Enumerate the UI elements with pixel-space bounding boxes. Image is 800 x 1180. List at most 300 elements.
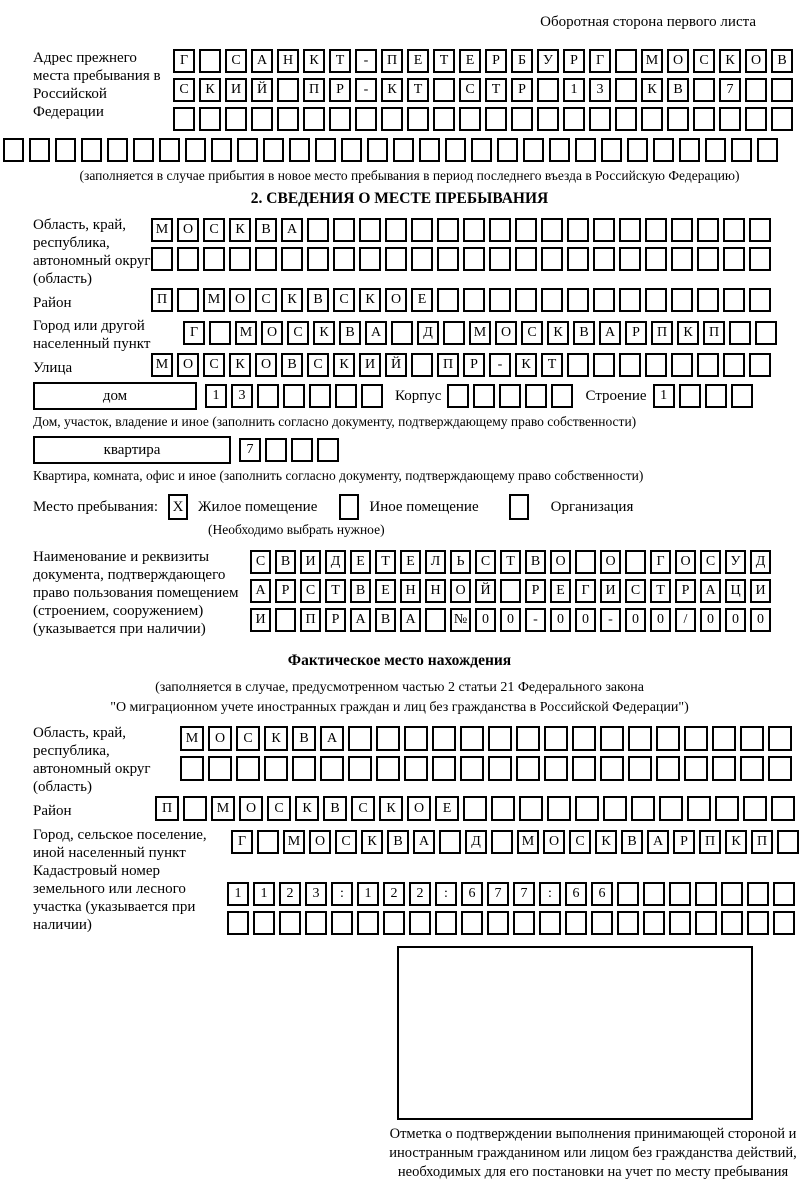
form-cell[interactable] bbox=[628, 726, 652, 751]
form-cell[interactable] bbox=[601, 138, 622, 162]
form-cell[interactable]: К bbox=[229, 353, 251, 377]
form-cell[interactable] bbox=[307, 247, 329, 271]
form-cell[interactable]: Е bbox=[407, 49, 429, 73]
form-cell[interactable]: Ь bbox=[450, 550, 471, 574]
form-cell[interactable] bbox=[771, 796, 795, 821]
form-cell[interactable] bbox=[617, 911, 639, 935]
form-cell[interactable]: К bbox=[725, 830, 747, 854]
form-cell[interactable]: 3 bbox=[589, 78, 611, 102]
form-cell[interactable]: Т bbox=[433, 49, 455, 73]
form-cell[interactable]: Н bbox=[400, 579, 421, 603]
form-cell[interactable]: 1 bbox=[253, 882, 275, 906]
form-cell[interactable] bbox=[425, 608, 446, 632]
form-cell[interactable]: : bbox=[331, 882, 353, 906]
form-cell[interactable] bbox=[593, 353, 615, 377]
form-cell[interactable] bbox=[593, 218, 615, 242]
form-cell[interactable] bbox=[460, 726, 484, 751]
form-cell[interactable]: О bbox=[385, 288, 407, 312]
form-cell[interactable] bbox=[281, 247, 303, 271]
form-cell[interactable] bbox=[432, 726, 456, 751]
form-cell[interactable]: Р bbox=[485, 49, 507, 73]
form-cell[interactable]: Д bbox=[750, 550, 771, 574]
form-cell[interactable] bbox=[263, 138, 284, 162]
form-cell[interactable]: С bbox=[287, 321, 309, 345]
form-cell[interactable]: О bbox=[675, 550, 696, 574]
form-cell[interactable]: М bbox=[151, 353, 173, 377]
form-cell[interactable] bbox=[567, 353, 589, 377]
form-cell[interactable] bbox=[348, 726, 372, 751]
form-cell[interactable]: - bbox=[600, 608, 621, 632]
form-cell[interactable]: - bbox=[489, 353, 511, 377]
form-cell[interactable] bbox=[619, 288, 641, 312]
form-cell[interactable] bbox=[667, 107, 689, 131]
form-cell[interactable] bbox=[575, 138, 596, 162]
form-cell[interactable] bbox=[229, 247, 251, 271]
form-cell[interactable]: В bbox=[387, 830, 409, 854]
form-cell[interactable] bbox=[367, 138, 388, 162]
form-cell[interactable] bbox=[376, 756, 400, 781]
form-cell[interactable]: С bbox=[250, 550, 271, 574]
form-cell[interactable] bbox=[227, 911, 249, 935]
form-cell[interactable] bbox=[777, 830, 799, 854]
form-cell[interactable] bbox=[183, 796, 207, 821]
form-cell[interactable]: О bbox=[543, 830, 565, 854]
form-cell[interactable] bbox=[404, 756, 428, 781]
form-cell[interactable]: С bbox=[203, 353, 225, 377]
form-cell[interactable]: Ц bbox=[725, 579, 746, 603]
form-cell[interactable] bbox=[292, 756, 316, 781]
form-cell[interactable]: Р bbox=[675, 579, 696, 603]
form-cell[interactable]: 0 bbox=[500, 608, 521, 632]
form-cell[interactable] bbox=[705, 138, 726, 162]
form-cell[interactable]: Е bbox=[350, 550, 371, 574]
form-cell[interactable] bbox=[572, 756, 596, 781]
form-cell[interactable] bbox=[291, 438, 313, 462]
form-cell[interactable] bbox=[515, 288, 537, 312]
form-cell[interactable] bbox=[209, 321, 231, 345]
form-cell[interactable]: М bbox=[641, 49, 663, 73]
form-cell[interactable] bbox=[411, 353, 433, 377]
form-cell[interactable] bbox=[687, 796, 711, 821]
form-cell[interactable]: А bbox=[413, 830, 435, 854]
form-cell[interactable] bbox=[697, 247, 719, 271]
form-cell[interactable]: К bbox=[677, 321, 699, 345]
form-cell[interactable] bbox=[411, 247, 433, 271]
form-cell[interactable]: Н bbox=[277, 49, 299, 73]
form-cell[interactable]: Й bbox=[385, 353, 407, 377]
form-cell[interactable] bbox=[565, 911, 587, 935]
form-cell[interactable] bbox=[671, 247, 693, 271]
form-cell[interactable]: О bbox=[600, 550, 621, 574]
form-cell[interactable] bbox=[684, 756, 708, 781]
form-cell[interactable]: С bbox=[521, 321, 543, 345]
form-cell[interactable] bbox=[619, 247, 641, 271]
form-cell[interactable]: Й bbox=[251, 78, 273, 102]
form-cell[interactable] bbox=[199, 107, 221, 131]
form-cell[interactable] bbox=[361, 384, 383, 408]
form-cell[interactable] bbox=[749, 288, 771, 312]
form-cell[interactable] bbox=[628, 756, 652, 781]
form-cell[interactable] bbox=[133, 138, 154, 162]
form-cell[interactable] bbox=[485, 107, 507, 131]
form-cell[interactable]: О bbox=[239, 796, 263, 821]
form-cell[interactable] bbox=[712, 726, 736, 751]
form-cell[interactable]: П bbox=[651, 321, 673, 345]
form-cell[interactable]: И bbox=[359, 353, 381, 377]
form-cell[interactable] bbox=[721, 882, 743, 906]
form-cell[interactable]: Т bbox=[375, 550, 396, 574]
form-cell[interactable]: Д bbox=[465, 830, 487, 854]
form-cell[interactable] bbox=[277, 107, 299, 131]
form-cell[interactable] bbox=[473, 384, 495, 408]
form-cell[interactable] bbox=[539, 911, 561, 935]
form-cell[interactable]: О bbox=[495, 321, 517, 345]
form-cell[interactable]: - bbox=[355, 78, 377, 102]
form-cell[interactable] bbox=[693, 107, 715, 131]
form-cell[interactable] bbox=[695, 911, 717, 935]
form-cell[interactable]: О bbox=[550, 550, 571, 574]
form-cell[interactable] bbox=[671, 288, 693, 312]
form-cell[interactable] bbox=[715, 796, 739, 821]
form-cell[interactable] bbox=[619, 218, 641, 242]
form-cell[interactable] bbox=[208, 756, 232, 781]
form-cell[interactable]: В bbox=[350, 579, 371, 603]
form-cell[interactable]: М bbox=[203, 288, 225, 312]
form-cell[interactable]: В bbox=[339, 321, 361, 345]
form-cell[interactable]: Е bbox=[400, 550, 421, 574]
form-cell[interactable] bbox=[547, 796, 571, 821]
form-cell[interactable] bbox=[489, 218, 511, 242]
form-cell[interactable]: Г bbox=[589, 49, 611, 73]
form-cell[interactable] bbox=[433, 107, 455, 131]
form-cell[interactable]: К bbox=[264, 726, 288, 751]
checkbox-inoe[interactable] bbox=[339, 494, 359, 520]
form-cell[interactable] bbox=[575, 550, 596, 574]
form-cell[interactable]: Р bbox=[525, 579, 546, 603]
form-cell[interactable]: Е bbox=[375, 579, 396, 603]
form-cell[interactable]: Е bbox=[550, 579, 571, 603]
form-cell[interactable]: 0 bbox=[475, 608, 496, 632]
form-cell[interactable]: 6 bbox=[461, 882, 483, 906]
form-cell[interactable] bbox=[437, 218, 459, 242]
form-cell[interactable]: К bbox=[719, 49, 741, 73]
form-cell[interactable] bbox=[199, 49, 221, 73]
form-cell[interactable]: В bbox=[275, 550, 296, 574]
form-cell[interactable] bbox=[177, 288, 199, 312]
form-cell[interactable]: А bbox=[350, 608, 371, 632]
form-cell[interactable] bbox=[461, 911, 483, 935]
form-cell[interactable] bbox=[488, 726, 512, 751]
form-cell[interactable]: Н bbox=[425, 579, 446, 603]
form-cell[interactable] bbox=[619, 353, 641, 377]
form-cell[interactable]: С bbox=[267, 796, 291, 821]
form-cell[interactable] bbox=[348, 756, 372, 781]
form-cell[interactable]: О bbox=[407, 796, 431, 821]
form-cell[interactable]: 7 bbox=[487, 882, 509, 906]
form-cell[interactable] bbox=[255, 247, 277, 271]
form-cell[interactable]: С bbox=[236, 726, 260, 751]
form-cell[interactable]: М bbox=[235, 321, 257, 345]
form-cell[interactable] bbox=[383, 911, 405, 935]
form-cell[interactable]: С bbox=[625, 579, 646, 603]
form-cell[interactable] bbox=[331, 911, 353, 935]
form-cell[interactable]: - bbox=[355, 49, 377, 73]
form-cell[interactable] bbox=[329, 107, 351, 131]
form-cell[interactable]: Р bbox=[563, 49, 585, 73]
form-cell[interactable]: М bbox=[283, 830, 305, 854]
form-cell[interactable] bbox=[641, 107, 663, 131]
form-cell[interactable]: Р bbox=[673, 830, 695, 854]
form-cell[interactable] bbox=[180, 756, 204, 781]
form-cell[interactable]: У bbox=[537, 49, 559, 73]
form-cell[interactable]: : bbox=[539, 882, 561, 906]
form-cell[interactable] bbox=[747, 911, 769, 935]
form-cell[interactable] bbox=[563, 107, 585, 131]
form-cell[interactable]: В bbox=[281, 353, 303, 377]
form-cell[interactable] bbox=[305, 911, 327, 935]
form-cell[interactable] bbox=[757, 138, 778, 162]
form-cell[interactable] bbox=[749, 247, 771, 271]
form-cell[interactable]: С bbox=[225, 49, 247, 73]
form-cell[interactable] bbox=[516, 756, 540, 781]
form-cell[interactable]: А bbox=[281, 218, 303, 242]
house-type-box[interactable]: дом bbox=[33, 382, 197, 410]
form-cell[interactable]: Г bbox=[183, 321, 205, 345]
form-cell[interactable] bbox=[437, 247, 459, 271]
form-cell[interactable] bbox=[3, 138, 24, 162]
form-cell[interactable] bbox=[211, 138, 232, 162]
form-cell[interactable] bbox=[740, 726, 764, 751]
form-cell[interactable] bbox=[437, 288, 459, 312]
apartment-type-box[interactable]: квартира bbox=[33, 436, 231, 464]
form-cell[interactable]: К bbox=[333, 353, 355, 377]
form-cell[interactable]: М bbox=[180, 726, 204, 751]
form-cell[interactable]: Г bbox=[231, 830, 253, 854]
form-cell[interactable] bbox=[731, 384, 753, 408]
form-cell[interactable]: 0 bbox=[700, 608, 721, 632]
form-cell[interactable]: Т bbox=[407, 78, 429, 102]
form-cell[interactable]: Р bbox=[325, 608, 346, 632]
form-cell[interactable] bbox=[679, 138, 700, 162]
form-cell[interactable]: С bbox=[569, 830, 591, 854]
form-cell[interactable] bbox=[653, 138, 674, 162]
form-cell[interactable]: П bbox=[703, 321, 725, 345]
form-cell[interactable] bbox=[747, 882, 769, 906]
form-cell[interactable] bbox=[617, 882, 639, 906]
form-cell[interactable]: И bbox=[250, 608, 271, 632]
form-cell[interactable] bbox=[615, 49, 637, 73]
form-cell[interactable] bbox=[669, 911, 691, 935]
form-cell[interactable] bbox=[257, 384, 279, 408]
form-cell[interactable] bbox=[719, 107, 741, 131]
form-cell[interactable] bbox=[567, 218, 589, 242]
form-cell[interactable] bbox=[575, 796, 599, 821]
form-cell[interactable]: А bbox=[700, 579, 721, 603]
form-cell[interactable] bbox=[265, 438, 287, 462]
form-cell[interactable] bbox=[740, 756, 764, 781]
form-cell[interactable] bbox=[768, 726, 792, 751]
form-cell[interactable] bbox=[515, 218, 537, 242]
form-cell[interactable] bbox=[693, 78, 715, 102]
form-cell[interactable] bbox=[29, 138, 50, 162]
form-cell[interactable] bbox=[463, 288, 485, 312]
form-cell[interactable] bbox=[341, 138, 362, 162]
form-cell[interactable]: О bbox=[255, 353, 277, 377]
form-cell[interactable]: П bbox=[437, 353, 459, 377]
form-cell[interactable]: И bbox=[600, 579, 621, 603]
form-cell[interactable] bbox=[283, 384, 305, 408]
form-cell[interactable] bbox=[257, 830, 279, 854]
form-cell[interactable] bbox=[411, 218, 433, 242]
form-cell[interactable] bbox=[631, 796, 655, 821]
form-cell[interactable]: К bbox=[641, 78, 663, 102]
form-cell[interactable] bbox=[723, 218, 745, 242]
form-cell[interactable]: А bbox=[599, 321, 621, 345]
checkbox-org[interactable] bbox=[509, 494, 529, 520]
form-cell[interactable]: 3 bbox=[305, 882, 327, 906]
form-cell[interactable]: Г bbox=[173, 49, 195, 73]
checkbox-zhiloe[interactable]: X bbox=[168, 494, 188, 520]
form-cell[interactable] bbox=[279, 911, 301, 935]
form-cell[interactable] bbox=[320, 756, 344, 781]
form-cell[interactable] bbox=[771, 78, 793, 102]
form-cell[interactable]: 1 bbox=[205, 384, 227, 408]
form-cell[interactable] bbox=[333, 247, 355, 271]
form-cell[interactable] bbox=[335, 384, 357, 408]
form-cell[interactable] bbox=[643, 882, 665, 906]
form-cell[interactable]: О bbox=[208, 726, 232, 751]
form-cell[interactable] bbox=[615, 107, 637, 131]
form-cell[interactable] bbox=[645, 218, 667, 242]
form-cell[interactable]: М bbox=[151, 218, 173, 242]
form-cell[interactable] bbox=[537, 107, 559, 131]
form-cell[interactable] bbox=[264, 756, 288, 781]
form-cell[interactable] bbox=[549, 138, 570, 162]
form-cell[interactable] bbox=[723, 247, 745, 271]
form-cell[interactable] bbox=[593, 247, 615, 271]
form-cell[interactable] bbox=[768, 756, 792, 781]
form-cell[interactable]: 0 bbox=[625, 608, 646, 632]
form-cell[interactable]: Б bbox=[511, 49, 533, 73]
form-cell[interactable]: - bbox=[525, 608, 546, 632]
form-cell[interactable] bbox=[359, 218, 381, 242]
form-cell[interactable] bbox=[404, 726, 428, 751]
form-cell[interactable]: А bbox=[251, 49, 273, 73]
form-cell[interactable] bbox=[463, 247, 485, 271]
form-cell[interactable] bbox=[385, 218, 407, 242]
form-cell[interactable]: / bbox=[675, 608, 696, 632]
form-cell[interactable] bbox=[391, 321, 413, 345]
form-cell[interactable]: Р bbox=[511, 78, 533, 102]
form-cell[interactable]: В bbox=[255, 218, 277, 242]
form-cell[interactable]: 0 bbox=[550, 608, 571, 632]
form-cell[interactable]: Й bbox=[475, 579, 496, 603]
form-cell[interactable] bbox=[253, 911, 275, 935]
form-cell[interactable] bbox=[236, 756, 260, 781]
form-cell[interactable]: М bbox=[469, 321, 491, 345]
form-cell[interactable]: 1 bbox=[653, 384, 675, 408]
form-cell[interactable]: В bbox=[771, 49, 793, 73]
form-cell[interactable] bbox=[407, 107, 429, 131]
form-cell[interactable]: Г bbox=[575, 579, 596, 603]
form-cell[interactable] bbox=[671, 218, 693, 242]
form-cell[interactable]: К bbox=[359, 288, 381, 312]
form-cell[interactable] bbox=[447, 384, 469, 408]
form-cell[interactable]: В bbox=[375, 608, 396, 632]
form-cell[interactable] bbox=[697, 288, 719, 312]
form-cell[interactable]: 7 bbox=[719, 78, 741, 102]
form-cell[interactable] bbox=[203, 247, 225, 271]
form-cell[interactable]: А bbox=[250, 579, 271, 603]
form-cell[interactable] bbox=[645, 247, 667, 271]
form-cell[interactable]: С bbox=[300, 579, 321, 603]
form-cell[interactable]: П bbox=[151, 288, 173, 312]
form-cell[interactable] bbox=[625, 550, 646, 574]
form-cell[interactable] bbox=[277, 78, 299, 102]
form-cell[interactable]: 0 bbox=[750, 608, 771, 632]
form-cell[interactable]: В bbox=[323, 796, 347, 821]
form-cell[interactable] bbox=[572, 726, 596, 751]
form-cell[interactable]: Т bbox=[650, 579, 671, 603]
form-cell[interactable] bbox=[185, 138, 206, 162]
form-cell[interactable] bbox=[499, 384, 521, 408]
form-cell[interactable] bbox=[695, 882, 717, 906]
form-cell[interactable] bbox=[488, 756, 512, 781]
form-cell[interactable]: А bbox=[365, 321, 387, 345]
form-cell[interactable]: О bbox=[667, 49, 689, 73]
form-cell[interactable] bbox=[445, 138, 466, 162]
form-cell[interactable]: С bbox=[307, 353, 329, 377]
form-cell[interactable] bbox=[544, 756, 568, 781]
form-cell[interactable] bbox=[511, 107, 533, 131]
form-cell[interactable]: 0 bbox=[575, 608, 596, 632]
form-cell[interactable]: И bbox=[300, 550, 321, 574]
form-cell[interactable]: 0 bbox=[650, 608, 671, 632]
form-cell[interactable] bbox=[439, 830, 461, 854]
form-cell[interactable] bbox=[525, 384, 547, 408]
form-cell[interactable] bbox=[567, 288, 589, 312]
form-cell[interactable] bbox=[743, 796, 767, 821]
form-cell[interactable] bbox=[81, 138, 102, 162]
form-cell[interactable]: Е bbox=[411, 288, 433, 312]
form-cell[interactable] bbox=[487, 911, 509, 935]
form-cell[interactable] bbox=[309, 384, 331, 408]
form-cell[interactable]: Г bbox=[650, 550, 671, 574]
form-cell[interactable]: О bbox=[745, 49, 767, 73]
form-cell[interactable] bbox=[593, 288, 615, 312]
form-cell[interactable] bbox=[359, 247, 381, 271]
form-cell[interactable] bbox=[591, 911, 613, 935]
form-cell[interactable] bbox=[393, 138, 414, 162]
form-cell[interactable] bbox=[645, 353, 667, 377]
form-cell[interactable]: Т bbox=[500, 550, 521, 574]
form-cell[interactable]: С bbox=[203, 218, 225, 242]
form-cell[interactable] bbox=[55, 138, 76, 162]
form-cell[interactable] bbox=[251, 107, 273, 131]
form-cell[interactable]: К bbox=[199, 78, 221, 102]
form-cell[interactable]: В bbox=[292, 726, 316, 751]
form-cell[interactable]: К bbox=[547, 321, 569, 345]
form-cell[interactable] bbox=[317, 438, 339, 462]
form-cell[interactable]: Д bbox=[417, 321, 439, 345]
form-cell[interactable] bbox=[684, 726, 708, 751]
form-cell[interactable] bbox=[463, 218, 485, 242]
form-cell[interactable] bbox=[697, 353, 719, 377]
form-cell[interactable] bbox=[385, 247, 407, 271]
form-cell[interactable]: К bbox=[303, 49, 325, 73]
form-cell[interactable] bbox=[731, 138, 752, 162]
form-cell[interactable] bbox=[721, 911, 743, 935]
